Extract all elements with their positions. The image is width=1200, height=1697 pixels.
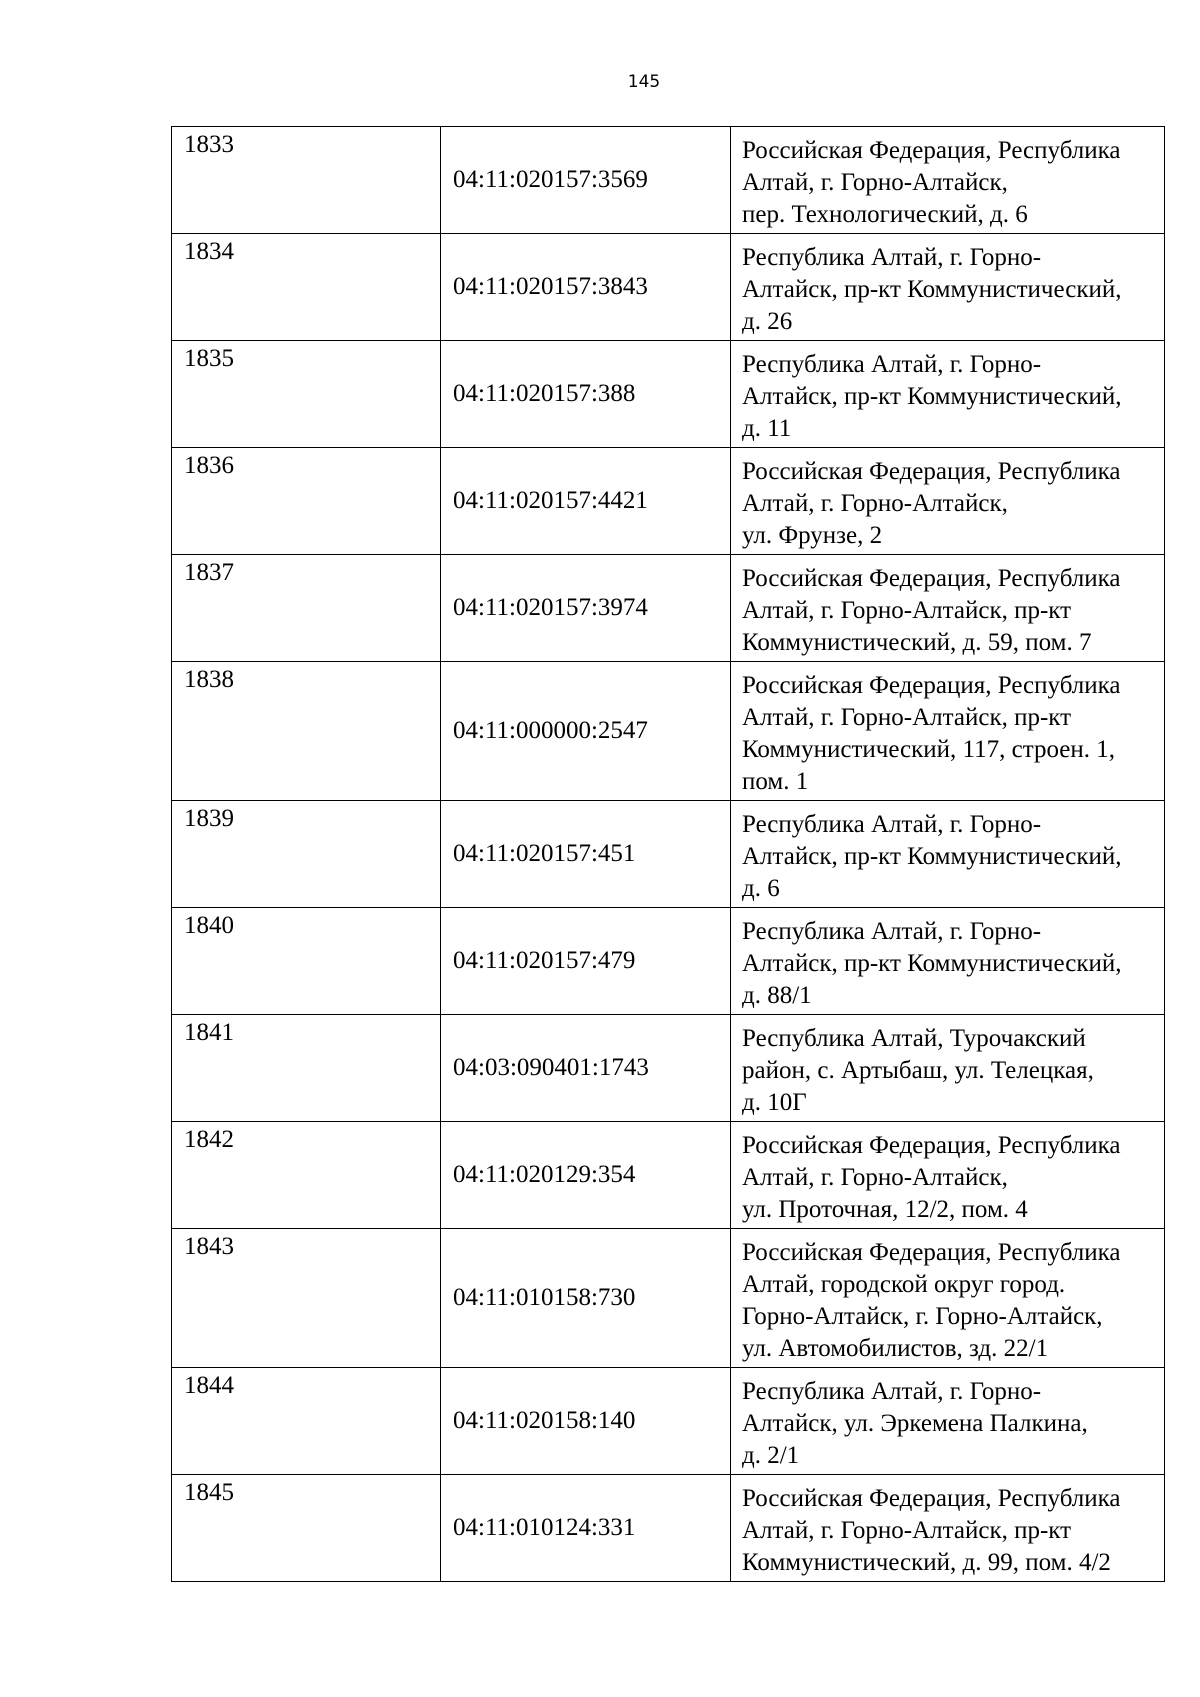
address-line: д. 26	[742, 308, 793, 335]
row-number-cell: 1839	[172, 801, 441, 908]
table-row	[172, 1015, 1165, 1122]
address-line: Коммунистический, д. 99, пом. 4/2	[742, 1549, 1111, 1576]
address-cell	[731, 1368, 1165, 1475]
address-line: пом. 1	[742, 768, 809, 795]
address-line: ул. Фрунзе, 2	[742, 522, 883, 549]
cadastral-number-cell: 04:11:020157:4421	[441, 448, 731, 555]
table-row	[172, 1122, 1165, 1229]
address-line: Коммунистический, д. 59, пом. 7	[742, 629, 1092, 656]
table-row	[172, 448, 1165, 555]
table-row	[172, 341, 1165, 448]
address-line: Республика Алтай, г. Горно-	[742, 811, 1042, 838]
address-cell	[731, 555, 1165, 662]
row-number-cell: 1844	[172, 1368, 441, 1475]
address-line: Российская Федерация, Республика	[742, 1239, 1121, 1266]
table-row	[172, 555, 1165, 662]
cadastral-number-cell: 04:11:010158:730	[441, 1229, 731, 1368]
table-row	[172, 801, 1165, 908]
table-row	[172, 662, 1165, 801]
table-row	[172, 1229, 1165, 1368]
address-line: Алтай, г. Горно-Алтайск, пр-кт	[742, 1517, 1072, 1544]
row-number-cell: 1842	[172, 1122, 441, 1229]
cadastral-number-cell: 04:11:020157:451	[441, 801, 731, 908]
address-line: Алтайск, ул. Эркемена Палкина,	[742, 1410, 1088, 1437]
cadastral-number-cell: 04:03:090401:1743	[441, 1015, 731, 1122]
cadastral-number-cell: 04:11:000000:2547	[441, 662, 731, 801]
address-line: пер. Технологический, д. 6	[742, 201, 1028, 228]
cadastral-number-cell: 04:11:020157:3843	[441, 234, 731, 341]
row-number-cell: 1837	[172, 555, 441, 662]
address-line: Алтай, г. Горно-Алтайск,	[742, 490, 1008, 517]
address-cell	[731, 127, 1165, 234]
row-number-cell: 1843	[172, 1229, 441, 1368]
row-number-cell: 1845	[172, 1475, 441, 1582]
cadastral-number-cell: 04:11:020157:3569	[441, 127, 731, 234]
row-number-cell: 1841	[172, 1015, 441, 1122]
table-row	[172, 127, 1165, 234]
address-line: Российская Федерация, Республика	[742, 1485, 1121, 1512]
table-row	[172, 234, 1165, 341]
table-row	[172, 1475, 1165, 1582]
address-line: Алтайск, пр-кт Коммунистический,	[742, 950, 1122, 977]
address-cell	[731, 801, 1165, 908]
address-line: Алтай, г. Горно-Алтайск, пр-кт	[742, 704, 1072, 731]
address-line: Российская Федерация, Республика	[742, 1132, 1121, 1159]
page-number: 145	[627, 72, 661, 92]
table-row	[172, 908, 1165, 1015]
address-line: д. 10Г	[742, 1089, 807, 1116]
cadastral-number-cell: 04:11:020129:354	[441, 1122, 731, 1229]
registry-table-body	[172, 127, 1165, 1582]
row-number-cell: 1840	[172, 908, 441, 1015]
address-line: Алтайск, пр-кт Коммунистический,	[742, 383, 1122, 410]
address-line: д. 2/1	[742, 1442, 800, 1469]
address-line: д. 11	[742, 415, 792, 442]
address-line: Республика Алтай, г. Горно-	[742, 1378, 1042, 1405]
cadastral-number-cell: 04:11:020157:388	[441, 341, 731, 448]
address-line: Российская Федерация, Республика	[742, 458, 1121, 485]
address-cell	[731, 1122, 1165, 1229]
address-line: д. 6	[742, 875, 780, 902]
address-line: Республика Алтай, Турочакский	[742, 1025, 1086, 1052]
address-line: Республика Алтай, г. Горно-	[742, 244, 1042, 271]
address-cell	[731, 234, 1165, 341]
table-row	[172, 1368, 1165, 1475]
address-line: ул. Автомобилистов, зд. 22/1	[742, 1335, 1049, 1362]
cadastral-number-cell: 04:11:020157:479	[441, 908, 731, 1015]
cadastral-number-cell: 04:11:020158:140	[441, 1368, 731, 1475]
address-cell	[731, 662, 1165, 801]
row-number-cell: 1833	[172, 127, 441, 234]
address-cell	[731, 1015, 1165, 1122]
address-cell	[731, 1229, 1165, 1368]
address-line: Российская Федерация, Республика	[742, 137, 1121, 164]
address-line: Алтай, г. Горно-Алтайск, пр-кт	[742, 597, 1072, 624]
address-line: Алтайск, пр-кт Коммунистический,	[742, 276, 1122, 303]
address-cell	[731, 341, 1165, 448]
row-number-cell: 1834	[172, 234, 441, 341]
address-cell	[731, 1475, 1165, 1582]
address-line: Горно-Алтайск, г. Горно-Алтайск,	[742, 1303, 1103, 1330]
cadastral-number-cell: 04:11:020157:3974	[441, 555, 731, 662]
address-line: Алтайск, пр-кт Коммунистический,	[742, 843, 1122, 870]
address-line: д. 88/1	[742, 982, 812, 1009]
row-number-cell: 1835	[172, 341, 441, 448]
address-line: Коммунистический, 117, строен. 1,	[742, 736, 1115, 763]
address-line: Алтай, г. Горно-Алтайск,	[742, 1164, 1008, 1191]
row-number-cell: 1836	[172, 448, 441, 555]
address-cell	[731, 908, 1165, 1015]
address-line: Республика Алтай, г. Горно-	[742, 351, 1042, 378]
address-line: Российская Федерация, Республика	[742, 672, 1121, 699]
address-line: Российская Федерация, Республика	[742, 565, 1121, 592]
address-line: район, с. Артыбаш, ул. Телецкая,	[742, 1057, 1094, 1084]
cadastral-number-cell: 04:11:010124:331	[441, 1475, 731, 1582]
address-cell	[731, 448, 1165, 555]
registry-table	[171, 126, 1165, 1582]
address-line: ул. Проточная, 12/2, пом. 4	[742, 1196, 1028, 1223]
address-line: Республика Алтай, г. Горно-	[742, 918, 1042, 945]
address-line: Алтай, городской округ город.	[742, 1271, 1066, 1298]
row-number-cell: 1838	[172, 662, 441, 801]
address-line: Алтай, г. Горно-Алтайск,	[742, 169, 1008, 196]
